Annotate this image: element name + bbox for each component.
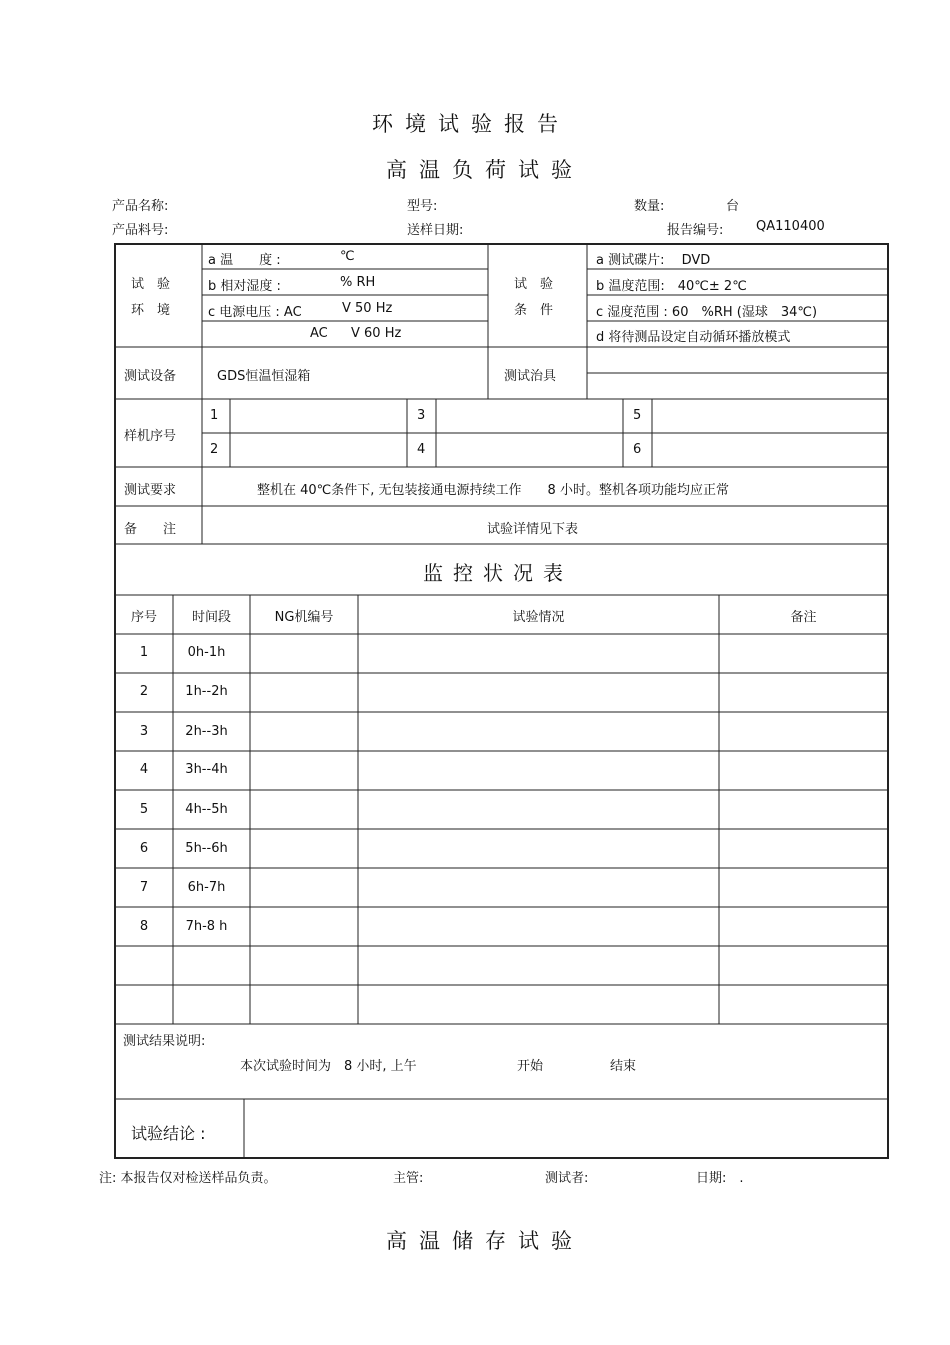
col-header-time: 时间段 (191, 610, 231, 625)
result-label: 测试结果说明: (123, 1034, 206, 1049)
col-header-status: 试验情况 (512, 610, 565, 625)
quantity-unit: 台 (726, 199, 740, 214)
env-humidity-unit: % RH (340, 275, 376, 290)
env-voltage-label: c 电源电压 : AC (208, 305, 302, 320)
cond-label-line2: 条 件 (514, 303, 554, 318)
report-subtitle: 高温负荷试验 (386, 158, 584, 182)
equipment-label: 测试设备 (124, 369, 177, 384)
conclusion-label: 试验结论 : (131, 1124, 206, 1143)
footer-supervisor: 主管: (393, 1171, 424, 1186)
sample-number: 6 (633, 442, 642, 457)
row-time: 2h--3h (185, 724, 228, 739)
result-start: 开始 (517, 1059, 544, 1074)
requirement-value: 整机在 40℃条件下, 无包装接通电源持续工作 8 小时。整机各项功能均应正常 (257, 483, 729, 498)
row-index: 1 (139, 645, 149, 660)
report-no-label: 报告编号: (667, 223, 724, 238)
sample-number: 3 (417, 408, 426, 423)
cond-humidity-range: c 湿度范围 : 60 %RH (湿球 34℃) (596, 305, 818, 320)
fixture-label: 测试治具 (504, 369, 557, 384)
report-title: 环境试验报告 (372, 112, 570, 136)
row-index: 2 (139, 684, 149, 699)
cond-mode: d 将待测品设定自动循环播放模式 (596, 330, 791, 345)
row-time: 0h-1h (187, 645, 226, 660)
env-voltage-50: V 50 Hz (342, 301, 393, 316)
footer-tester: 测试者: (545, 1171, 589, 1186)
cond-disc: a 测试碟片: DVD (596, 253, 711, 268)
cond-temp-range: b 温度范围: 40℃± 2℃ (596, 279, 747, 294)
row-time: 5h--6h (185, 841, 228, 856)
row-index: 6 (139, 841, 149, 856)
footer-note: 注: 本报告仅对检送样品负责。 (99, 1171, 277, 1186)
report-no-value: QA110400 (756, 219, 825, 234)
footer-date: 日期: . (696, 1171, 744, 1186)
requirement-label: 测试要求 (124, 483, 177, 498)
col-header-ng: NG机编号 (274, 610, 334, 625)
row-time: 3h--4h (185, 762, 228, 777)
env-temp-label: a 温 度 : (208, 253, 281, 268)
result-text: 本次试验时间为 8 小时, 上午 (240, 1059, 417, 1074)
sample-number: 1 (210, 408, 219, 423)
remark-value: 试验详情见下表 (487, 522, 579, 537)
env-voltage-ac2: AC (310, 326, 328, 341)
product-code-label: 产品料号: (112, 223, 169, 238)
sample-number: 4 (417, 442, 426, 457)
row-index: 3 (139, 724, 149, 739)
col-header-remark: 备注 (790, 610, 817, 625)
product-name-label: 产品名称: (112, 199, 169, 214)
col-header-index: 序号 (130, 610, 157, 625)
row-index: 7 (139, 880, 149, 895)
equipment-value: GDS恒温恒湿箱 (217, 369, 311, 384)
model-label: 型号: (407, 199, 438, 214)
sample-number: 5 (633, 408, 642, 423)
env-label-line1: 试 验 (131, 277, 171, 292)
env-temp-unit: ℃ (340, 249, 355, 264)
monitor-title: 监控状况表 (423, 561, 573, 585)
result-end: 结束 (610, 1059, 637, 1074)
send-date-label: 送样日期: (407, 223, 464, 238)
env-label-line2: 环 境 (131, 303, 171, 318)
quantity-label: 数量: (634, 199, 665, 214)
row-index: 8 (139, 919, 149, 934)
row-index: 4 (139, 762, 149, 777)
row-time: 4h--5h (185, 802, 228, 817)
env-voltage-60: V 60 Hz (351, 326, 402, 341)
samples-label: 样机序号 (124, 429, 177, 444)
cond-label-line1: 试 验 (514, 277, 554, 292)
sample-number: 2 (210, 442, 219, 457)
row-time: 6h-7h (187, 880, 226, 895)
env-humidity-label: b 相对湿度 : (208, 279, 281, 294)
row-time: 1h--2h (185, 684, 228, 699)
row-index: 5 (139, 802, 149, 817)
remark-label: 备 注 (124, 522, 177, 537)
row-time: 7h-8 h (185, 919, 228, 934)
next-section-title: 高温储存试验 (386, 1229, 584, 1253)
